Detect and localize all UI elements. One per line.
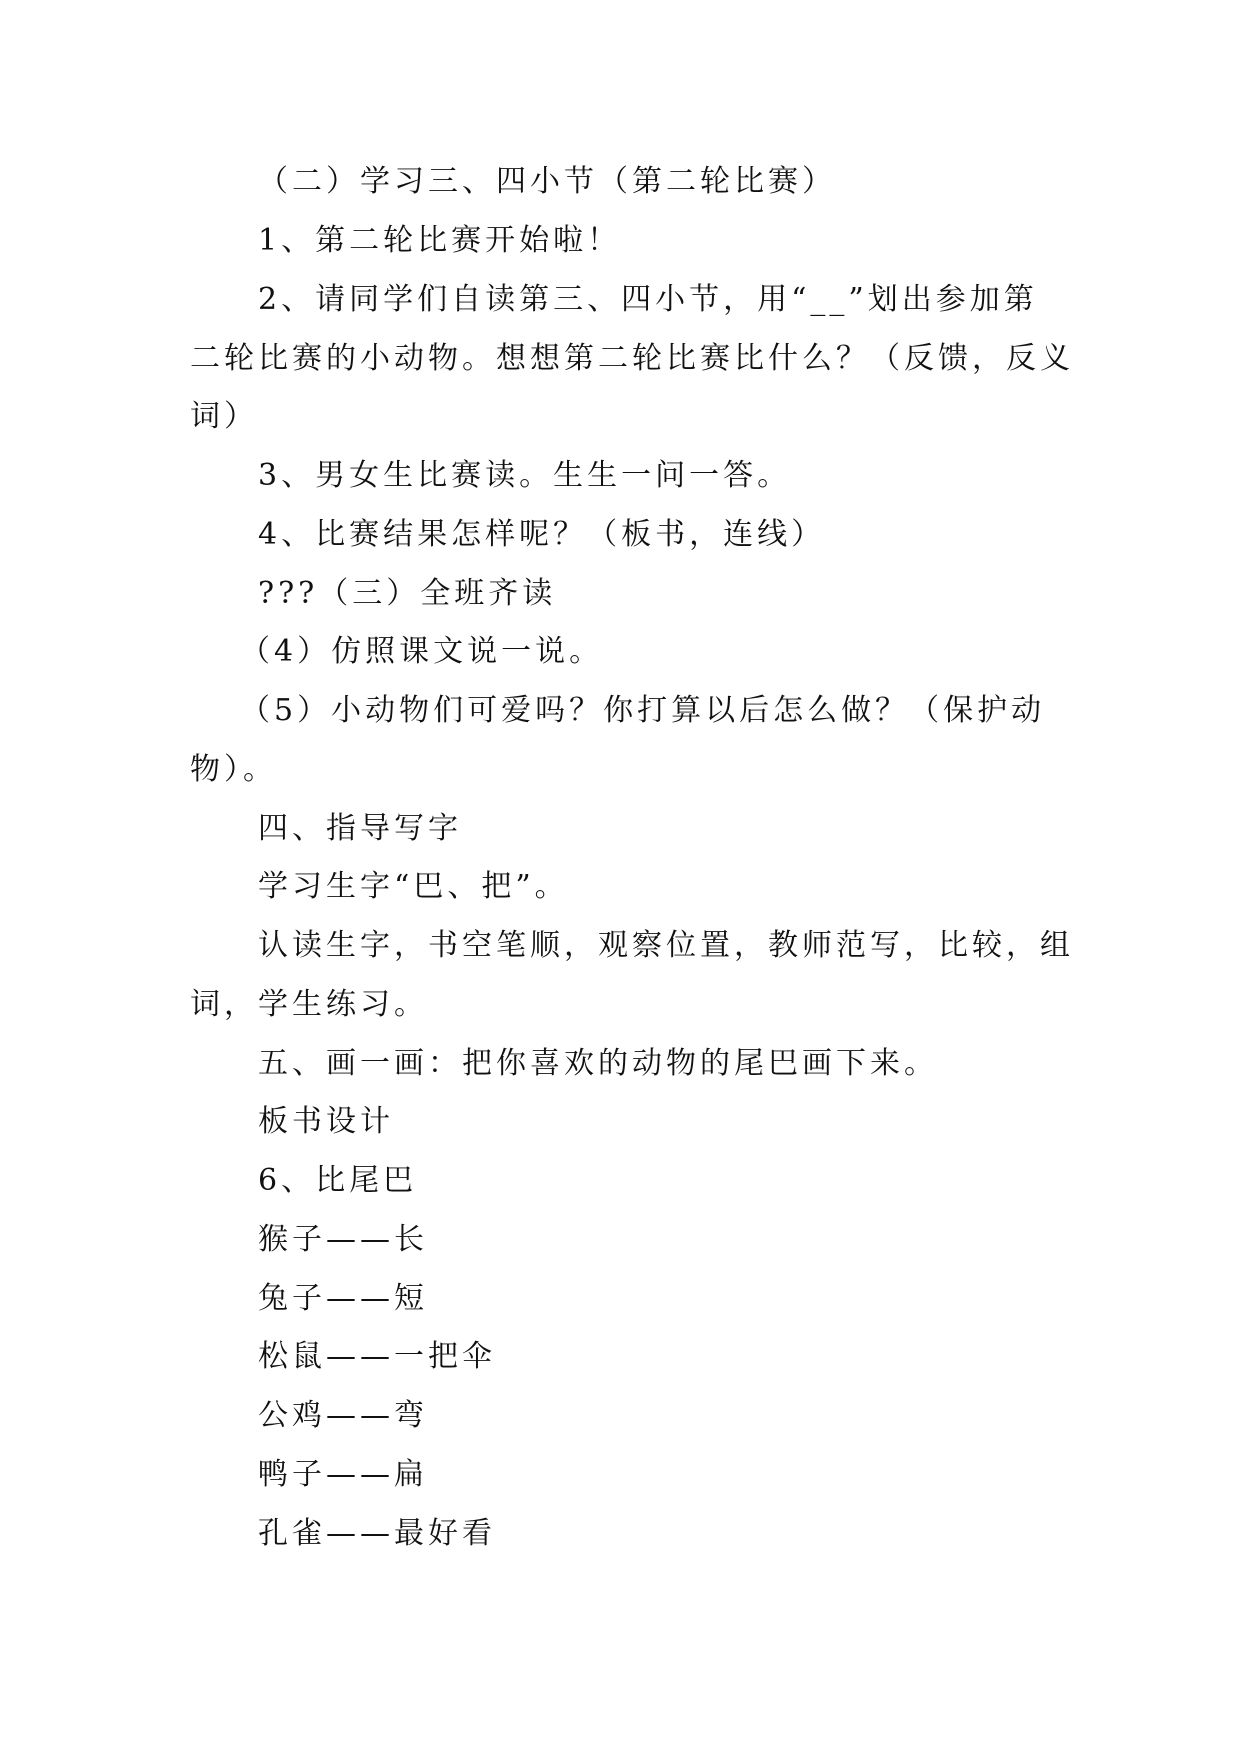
step-2-line-1: 2、请同学们自读第三、四小节，用“__”划出参加第: [258, 282, 1038, 317]
step-2-line-3: 词）: [190, 399, 258, 434]
step-2-line-2: 二轮比赛的小动物。想想第二轮比赛比什么？（反馈，反义: [190, 341, 1074, 376]
section-heading-4: 四、指导写字: [258, 811, 462, 846]
step-3-line: 3、男女生比赛读。生生一问一答。: [258, 458, 792, 493]
board-line-duck: 鸭子——扁: [258, 1457, 428, 1492]
board-lesson-title: 6、比尾巴: [258, 1163, 418, 1198]
item-5-line-2: 物）。: [190, 752, 277, 787]
board-line-peacock: 孔雀——最好看: [258, 1516, 496, 1551]
writing-line-1: 学习生字“巴、把”。: [258, 869, 569, 904]
board-line-monkey: 猴子——长: [258, 1222, 428, 1257]
section-heading-2: （二）学习三、四小节（第二轮比赛）: [258, 164, 836, 199]
section-heading-5: 五、画一画：把你喜欢的动物的尾巴画下来。: [258, 1046, 938, 1081]
step-1-line: 1、第二轮比赛开始啦！: [258, 223, 622, 258]
writing-line-3: 词，学生练习。: [190, 987, 428, 1022]
item-4-line: （4）仿照课文说一说。: [240, 634, 604, 669]
writing-line-2: 认读生字，书空笔顺，观察位置，教师范写，比较，组: [258, 928, 1074, 963]
board-line-rooster: 公鸡——弯: [258, 1398, 428, 1433]
board-design-title: 板书设计: [258, 1104, 394, 1139]
step-4-line: 4、比赛结果怎样呢？（板书，连线）: [258, 517, 826, 552]
item-5-line-1: （5）小动物们可爱吗？你打算以后怎么做？（保护动: [240, 693, 1046, 728]
board-line-rabbit: 兔子——短: [258, 1281, 428, 1316]
section-heading-3: ???（三）全班齐读: [258, 576, 557, 611]
board-line-squirrel: 松鼠——一把伞: [258, 1339, 496, 1374]
